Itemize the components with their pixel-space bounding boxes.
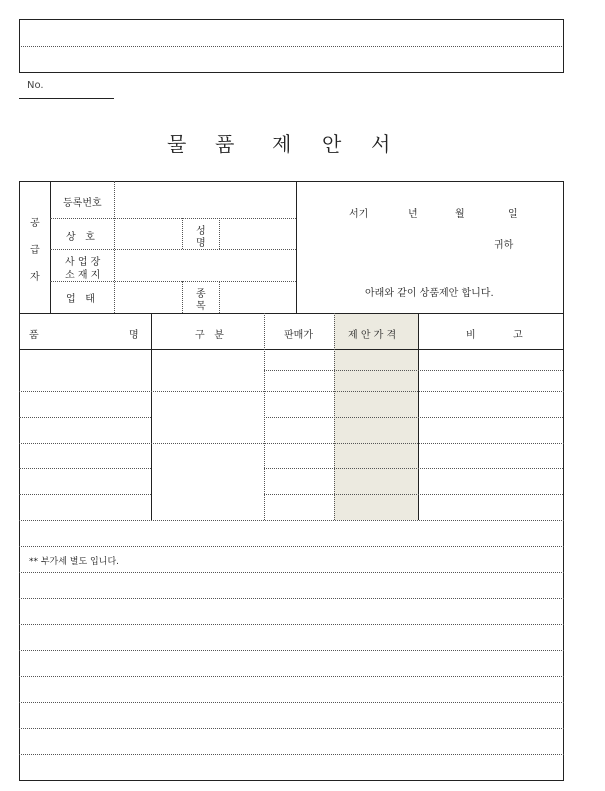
proposal-statement: 아래와 같이 상품제안 합니다. — [365, 288, 494, 299]
reg-number-label: 등록번호 — [63, 198, 102, 209]
note-row-line — [19, 546, 564, 547]
note-row-line — [19, 728, 564, 729]
title-char: 서 — [371, 132, 391, 156]
header-category: 구 분 — [195, 330, 224, 341]
top-box-bottom-border — [19, 72, 564, 73]
table-row-line — [264, 417, 563, 418]
top-box-left-border — [19, 19, 20, 72]
title-char: 안 — [322, 132, 342, 156]
day-label: 일 — [508, 209, 518, 220]
table-row-line — [19, 520, 564, 521]
note-row-line — [19, 598, 564, 599]
supplier-side-char: 급 — [30, 245, 40, 256]
table-row-line — [19, 494, 151, 495]
main-table-top-border — [19, 181, 564, 182]
supplier-row-divider — [50, 218, 296, 219]
category-label-right-divider — [219, 281, 220, 313]
addressee-suffix: 귀하 — [494, 240, 514, 251]
address-label-line1: 사 업 장 — [65, 257, 101, 268]
address-label-line2: 소 재 지 — [65, 270, 101, 281]
table-row-line — [19, 417, 151, 418]
header-item-char: 명 — [129, 330, 139, 341]
name-label-left-divider — [182, 218, 183, 249]
category-label-char: 종 — [196, 289, 206, 300]
header-item-char: 품 — [29, 330, 39, 341]
main-table-right-border — [563, 181, 564, 781]
header-proposed-price: 제 안 가 격 — [348, 330, 397, 341]
header-remarks-char: 고 — [513, 330, 523, 341]
supplier-side-char: 공 — [30, 218, 40, 229]
doc-number-underline — [19, 98, 114, 99]
table-row-line — [19, 468, 151, 469]
main-table-bottom-border — [19, 780, 564, 781]
table-row-line — [19, 443, 564, 444]
name-label-char: 성 — [196, 226, 206, 237]
note-row-line — [19, 702, 564, 703]
business-type-label: 업 태 — [66, 294, 95, 305]
supplier-date-divider — [296, 181, 297, 313]
title-char: 제 — [272, 132, 292, 156]
note-row-line — [19, 676, 564, 677]
note-row-line — [19, 650, 564, 651]
note-row-line — [19, 624, 564, 625]
top-box-right-border — [563, 19, 564, 72]
table-row-line — [19, 391, 564, 392]
item-column-divider — [151, 313, 152, 520]
item-table-top-border — [19, 313, 564, 314]
supplier-row-divider — [50, 281, 296, 282]
doc-number-label: No. — [27, 80, 44, 91]
era-label: 서기 — [349, 209, 369, 220]
title-char: 품 — [215, 132, 235, 156]
table-row-line — [264, 468, 563, 469]
supplier-side-divider — [50, 181, 51, 313]
item-table-header-bottom — [19, 349, 564, 350]
year-label: 년 — [408, 209, 418, 220]
main-table-left-border — [19, 181, 20, 781]
name-label-right-divider — [219, 218, 220, 249]
month-label: 월 — [455, 209, 465, 220]
title-char: 물 — [167, 132, 187, 156]
category-label-left-divider — [182, 281, 183, 313]
supplier-side-char: 자 — [30, 272, 40, 283]
top-box-top-border — [19, 19, 564, 20]
vat-note: ** 부가세 별도 입니다. — [29, 557, 119, 567]
table-row-line — [264, 494, 563, 495]
supplier-row-divider — [50, 249, 296, 250]
top-box-divider — [19, 46, 564, 47]
table-row-line — [264, 370, 563, 371]
category-label-char: 목 — [196, 301, 206, 312]
note-row-line — [19, 754, 564, 755]
supplier-label-divider — [114, 181, 115, 313]
header-retail-price: 판매가 — [284, 330, 313, 341]
header-remarks-char: 비 — [466, 330, 476, 341]
note-row-line — [19, 572, 564, 573]
company-name-label: 상 호 — [66, 232, 95, 243]
name-label-char: 명 — [196, 238, 206, 249]
